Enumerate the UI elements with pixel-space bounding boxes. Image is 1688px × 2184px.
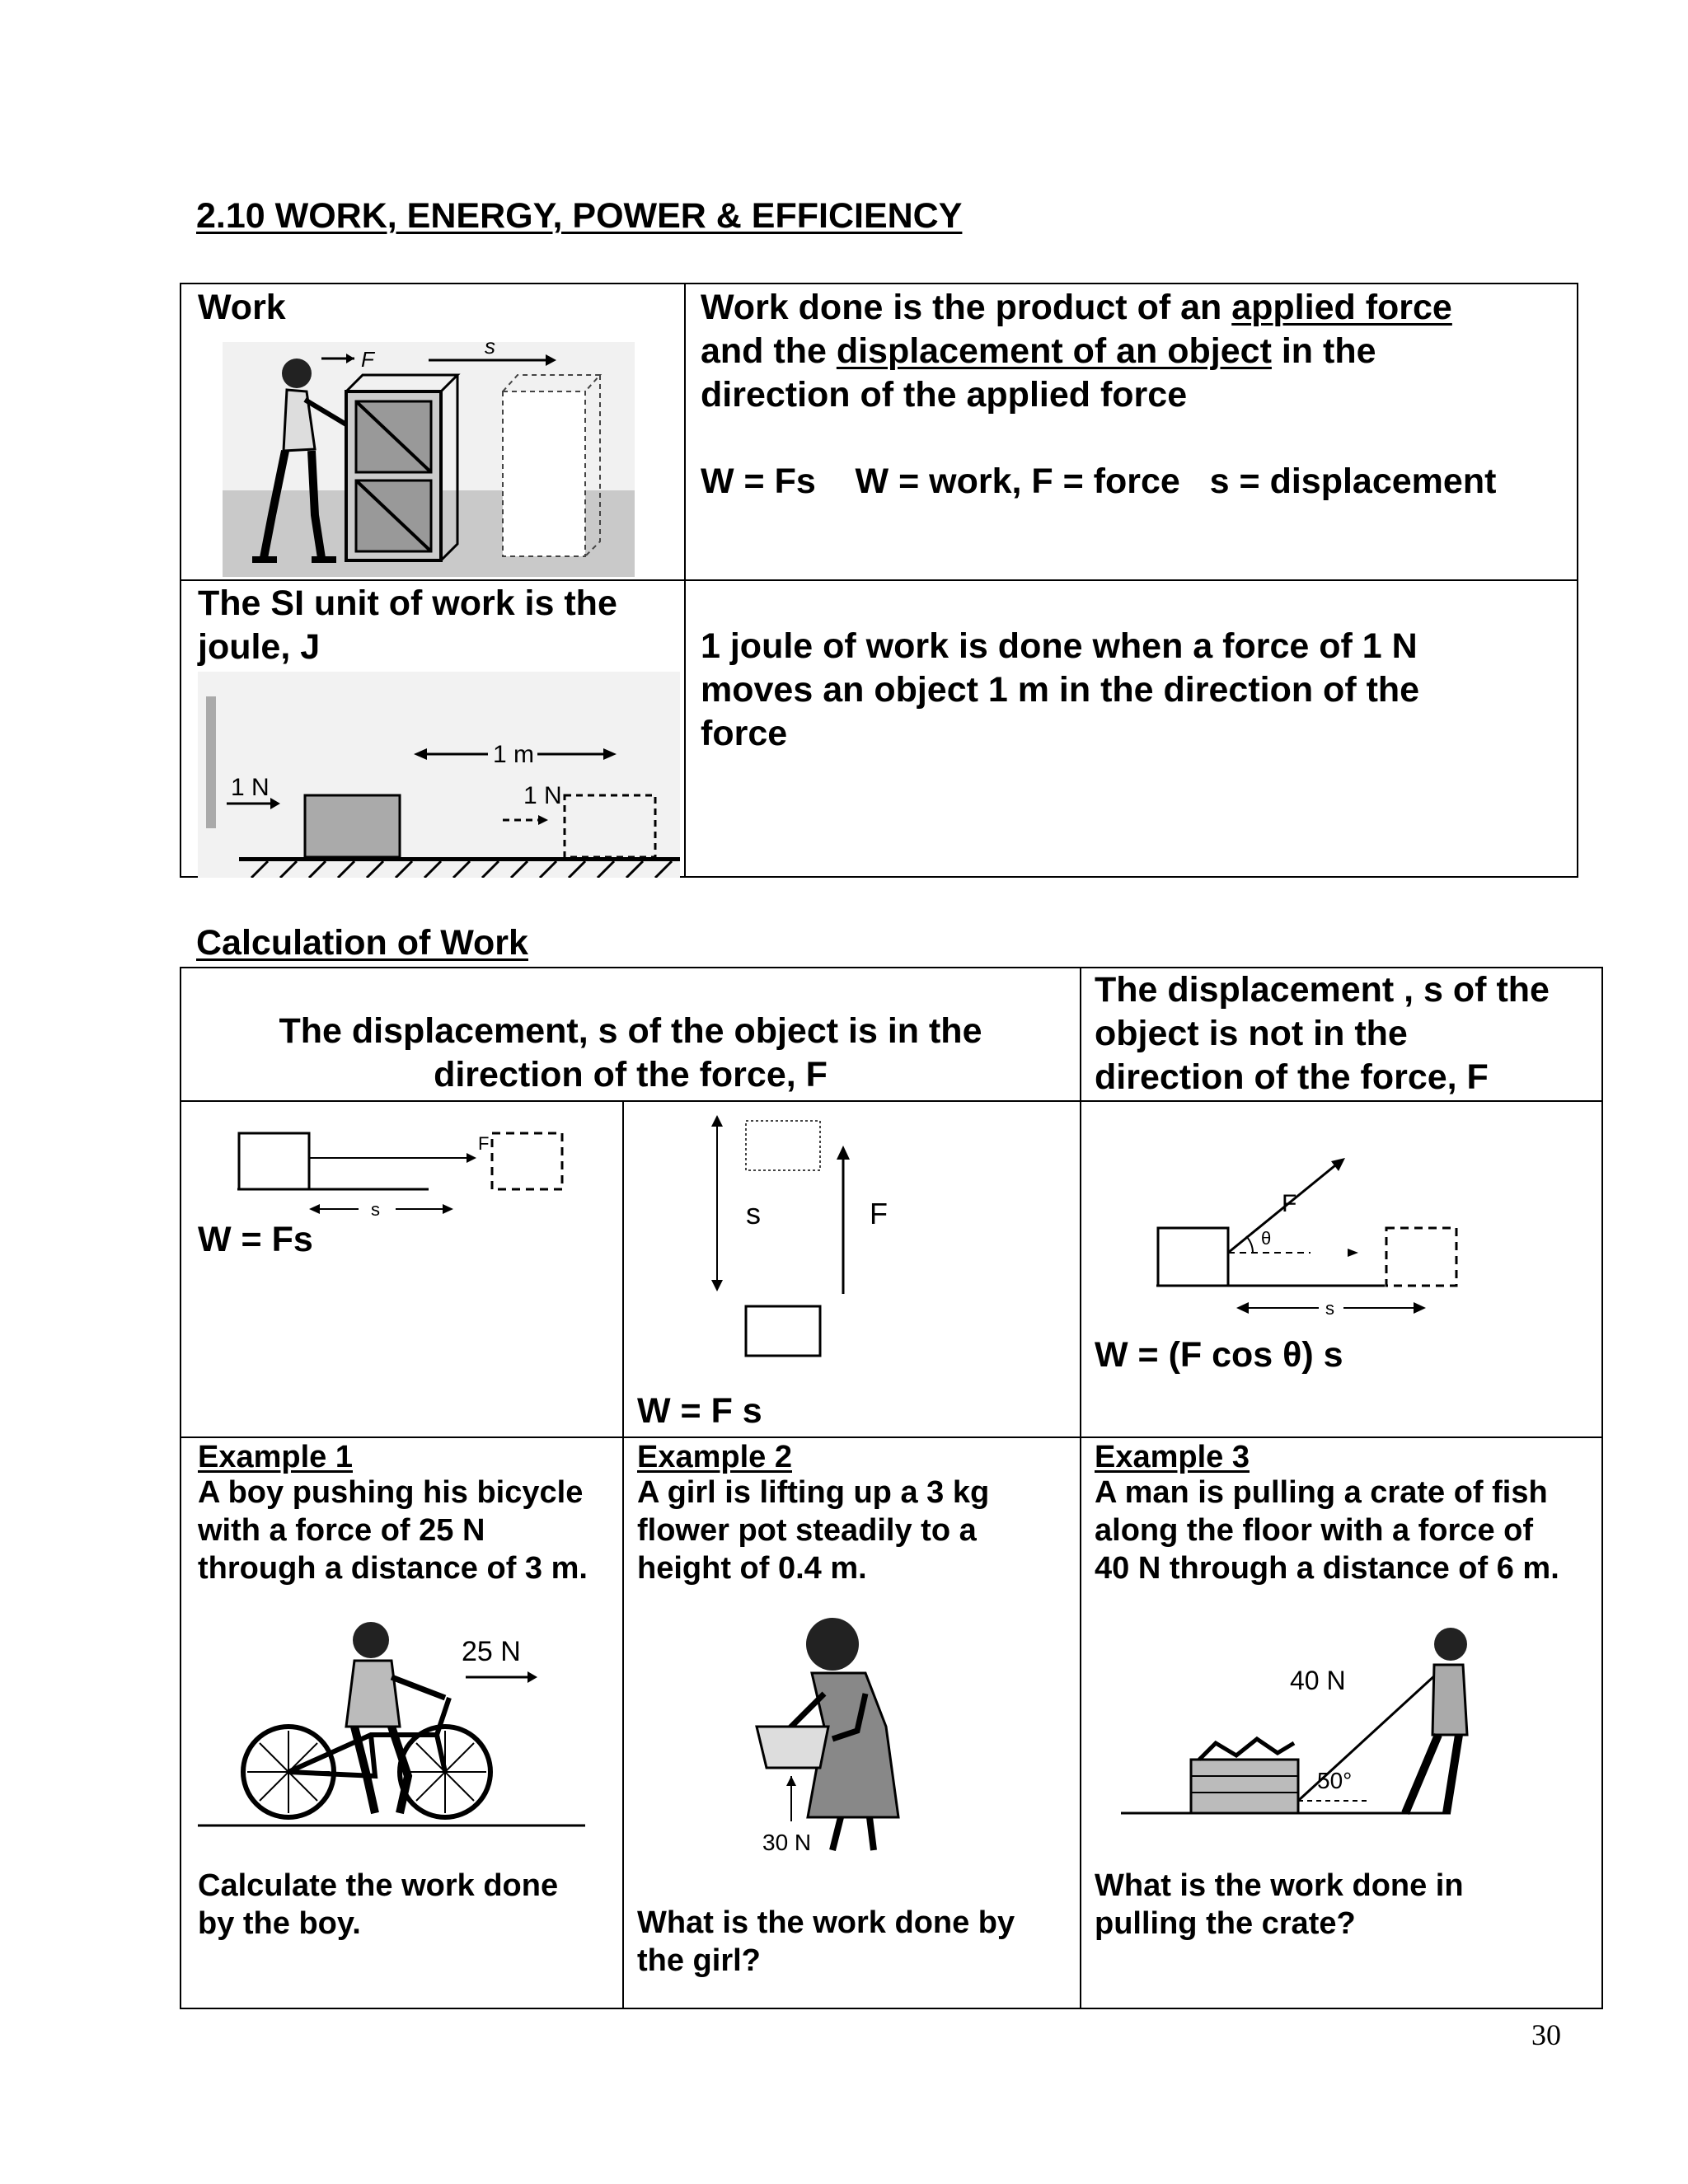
- example3-angle-label: 50°: [1317, 1768, 1353, 1793]
- work-formula-line: W = Fs W = work, F = force s = displacement: [701, 462, 1497, 501]
- example3-man-crate-figure: [1121, 1628, 1558, 1834]
- case1-displacement-label: s: [371, 1199, 380, 1220]
- example1-question: Calculate the work done by the boy.: [198, 1868, 559, 1941]
- case2-displacement-label: s: [746, 1197, 761, 1230]
- case3-figure: [1121, 1125, 1533, 1331]
- work-label: Work: [198, 288, 286, 327]
- calculation-heading: Calculation of Work: [196, 923, 528, 963]
- force-label: F: [361, 347, 374, 372]
- case1-formula: W = Fs: [198, 1220, 313, 1259]
- example1-boy-bicycle-figure: [198, 1611, 593, 1842]
- work-push-figure: [223, 342, 635, 577]
- example3-title: Example 3: [1095, 1440, 1250, 1474]
- displacement-label: s: [485, 342, 495, 359]
- force-left-label: 1 N: [231, 774, 270, 801]
- example3-body: A man is pulling a crate of fish along the floor with a force of 40 N through a distance of 6 m.: [1095, 1475, 1559, 1586]
- case3-angle-label: θ: [1261, 1228, 1272, 1249]
- distance-label: 1 m: [493, 741, 535, 768]
- case2-formula: W = F s: [637, 1391, 762, 1431]
- joule-figure: [198, 672, 680, 878]
- example1-force-label: 25 N: [462, 1636, 521, 1667]
- case1-force-label: F: [478, 1133, 490, 1154]
- si-unit-label: The SI unit of work is the joule, J: [198, 583, 617, 667]
- example3-question: What is the work done in pulling the crate?: [1095, 1868, 1464, 1941]
- example2-body: A girl is lifting up a 3 kg flower pot steadily to a height of 0.4 m.: [637, 1475, 990, 1586]
- joule-description: 1 joule of work is done when a force of 1 N moves an object 1 m in the direction of the force: [701, 626, 1420, 753]
- case2-force-label: F: [870, 1197, 888, 1230]
- example1-body: A boy pushing his bicycle with a force of 25 N through a distance of 3 m.: [198, 1475, 588, 1586]
- work-definition: Work done is the product of an applied force and the displacement of an object in the direction of the applied force: [701, 288, 1452, 415]
- page-number: 30: [1531, 2018, 1561, 2051]
- force-right-label: 1 N: [523, 782, 562, 809]
- case3-formula: W = (F cos θ) s: [1095, 1335, 1343, 1375]
- example2-force-label: 30 N: [762, 1830, 812, 1855]
- case3-force-label: F: [1282, 1190, 1297, 1217]
- case1-figure: [198, 1108, 585, 1224]
- calculation-table: [180, 967, 1603, 2009]
- work-definition-table: [180, 283, 1578, 878]
- page-title: 2.10 WORK, ENERGY, POWER & EFFICIENCY: [196, 196, 963, 236]
- header-in-direction: The displacement, s of the object is in the direction of the force, F: [279, 1011, 982, 1094]
- header-not-in-direction: The displacement , s of the object is not in the direction of the force, F: [1095, 970, 1550, 1097]
- example2-girl-pot-figure: [709, 1603, 981, 1858]
- case3-displacement-label: s: [1325, 1298, 1334, 1319]
- case2-figure: [676, 1108, 923, 1372]
- example2-title: Example 2: [637, 1440, 792, 1474]
- example2-question: What is the work done by the girl?: [637, 1905, 1015, 1978]
- example3-force-label: 40 N: [1290, 1666, 1346, 1695]
- example1-title: Example 1: [198, 1440, 353, 1474]
